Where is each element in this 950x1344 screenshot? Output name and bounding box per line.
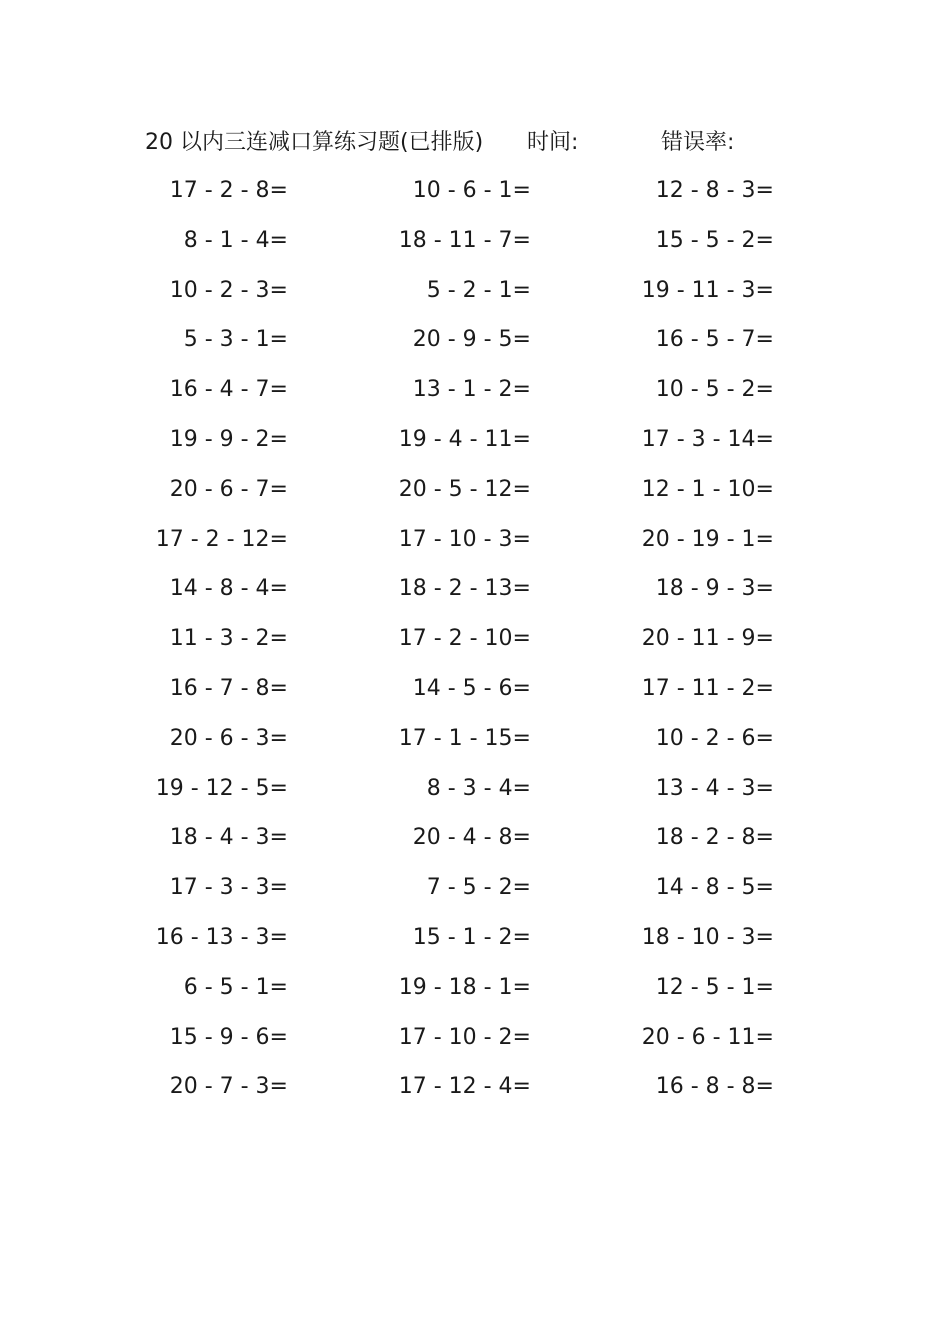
- problem-item: 20 - 6 - 7=: [169, 476, 288, 502]
- problem-row: [0, 815, 950, 865]
- problem-item: 18 - 4 - 3=: [169, 825, 288, 851]
- problem-row: [0, 317, 950, 367]
- problem-item: 19 - 18 - 1=: [398, 974, 531, 1000]
- problem-item: 18 - 10 - 3=: [641, 924, 774, 950]
- problem-item: 17 - 12 - 4=: [398, 1074, 531, 1100]
- problem-item: 5 - 3 - 1=: [183, 327, 288, 353]
- problem-row: [0, 716, 950, 766]
- worksheet-header: [0, 126, 950, 160]
- problem-item: 20 - 7 - 3=: [169, 1074, 288, 1100]
- problem-row: [0, 218, 950, 268]
- problem-item: 20 - 19 - 1=: [641, 526, 774, 552]
- problem-item: 17 - 10 - 2=: [398, 1024, 531, 1050]
- problem-item: 15 - 9 - 6=: [169, 1024, 288, 1050]
- problem-item: 18 - 9 - 3=: [655, 576, 774, 602]
- problem-item: 20 - 9 - 5=: [412, 327, 531, 353]
- problem-item: 8 - 1 - 4=: [183, 227, 288, 253]
- problem-item: 16 - 8 - 8=: [655, 1074, 774, 1100]
- problem-item: 12 - 5 - 1=: [655, 974, 774, 1000]
- problem-item: 13 - 4 - 3=: [655, 775, 774, 801]
- problem-row: [0, 517, 950, 567]
- problem-row: [0, 1015, 950, 1065]
- problem-item: 8 - 3 - 4=: [426, 775, 531, 801]
- problem-item: 17 - 10 - 3=: [398, 526, 531, 552]
- problem-row: [0, 666, 950, 716]
- problem-item: 19 - 12 - 5=: [155, 775, 288, 801]
- problem-item: 18 - 2 - 13=: [398, 576, 531, 602]
- problem-item: 19 - 4 - 11=: [398, 426, 531, 452]
- problem-item: 18 - 11 - 7=: [398, 227, 531, 253]
- problem-row: [0, 865, 950, 915]
- problem-item: 6 - 5 - 1=: [183, 974, 288, 1000]
- problem-item: 17 - 3 - 14=: [641, 426, 774, 452]
- problem-item: 19 - 11 - 3=: [641, 277, 774, 303]
- problem-item: 20 - 6 - 3=: [169, 725, 288, 751]
- problem-item: 15 - 5 - 2=: [655, 227, 774, 253]
- problem-item: 10 - 2 - 6=: [655, 725, 774, 751]
- problem-item: 16 - 4 - 7=: [169, 377, 288, 403]
- problem-item: 17 - 2 - 12=: [155, 526, 288, 552]
- problem-item: 10 - 5 - 2=: [655, 377, 774, 403]
- problem-row: [0, 367, 950, 417]
- problem-item: 14 - 8 - 5=: [655, 875, 774, 901]
- problem-item: 13 - 1 - 2=: [412, 377, 531, 403]
- problem-row: [0, 766, 950, 816]
- problem-item: 20 - 6 - 11=: [641, 1024, 774, 1050]
- problem-item: 20 - 5 - 12=: [398, 476, 531, 502]
- problem-item: 14 - 5 - 6=: [412, 675, 531, 701]
- error-rate-label: 错误率:: [661, 130, 735, 155]
- worksheet-title: 20 以内三连减口算练习题(已排版): [145, 130, 484, 155]
- problem-item: 10 - 6 - 1=: [412, 178, 531, 203]
- problem-grid: [0, 168, 950, 1114]
- problem-row: [0, 467, 950, 517]
- problem-item: 20 - 11 - 9=: [641, 626, 774, 652]
- problem-item: 17 - 1 - 15=: [398, 725, 531, 751]
- problem-row: [0, 417, 950, 467]
- problem-row: [0, 268, 950, 318]
- problem-item: 5 - 2 - 1=: [426, 277, 531, 303]
- problem-item: 17 - 2 - 10=: [398, 626, 531, 652]
- problem-item: 12 - 1 - 10=: [641, 476, 774, 502]
- problem-item: 19 - 9 - 2=: [169, 426, 288, 452]
- problem-item: 7 - 5 - 2=: [426, 875, 531, 901]
- problem-row: [0, 616, 950, 666]
- problem-row: [0, 566, 950, 616]
- problem-item: 11 - 3 - 2=: [169, 626, 288, 652]
- problem-item: 14 - 8 - 4=: [169, 576, 288, 602]
- problem-item: 12 - 8 - 3=: [655, 178, 774, 203]
- problem-item: 10 - 2 - 3=: [169, 277, 288, 303]
- time-label: 时间:: [527, 130, 579, 155]
- problem-item: 17 - 11 - 2=: [641, 675, 774, 701]
- problem-item: 17 - 2 - 8=: [169, 178, 288, 203]
- problem-item: 15 - 1 - 2=: [412, 924, 531, 950]
- problem-row: [0, 915, 950, 965]
- problem-item: 18 - 2 - 8=: [655, 825, 774, 851]
- problem-item: 16 - 5 - 7=: [655, 327, 774, 353]
- problem-row: [0, 1064, 950, 1114]
- problem-item: 16 - 7 - 8=: [169, 675, 288, 701]
- problem-item: 20 - 4 - 8=: [412, 825, 531, 851]
- problem-row: [0, 965, 950, 1015]
- problem-item: 17 - 3 - 3=: [169, 875, 288, 901]
- problem-row: [0, 168, 950, 218]
- problem-item: 16 - 13 - 3=: [155, 924, 288, 950]
